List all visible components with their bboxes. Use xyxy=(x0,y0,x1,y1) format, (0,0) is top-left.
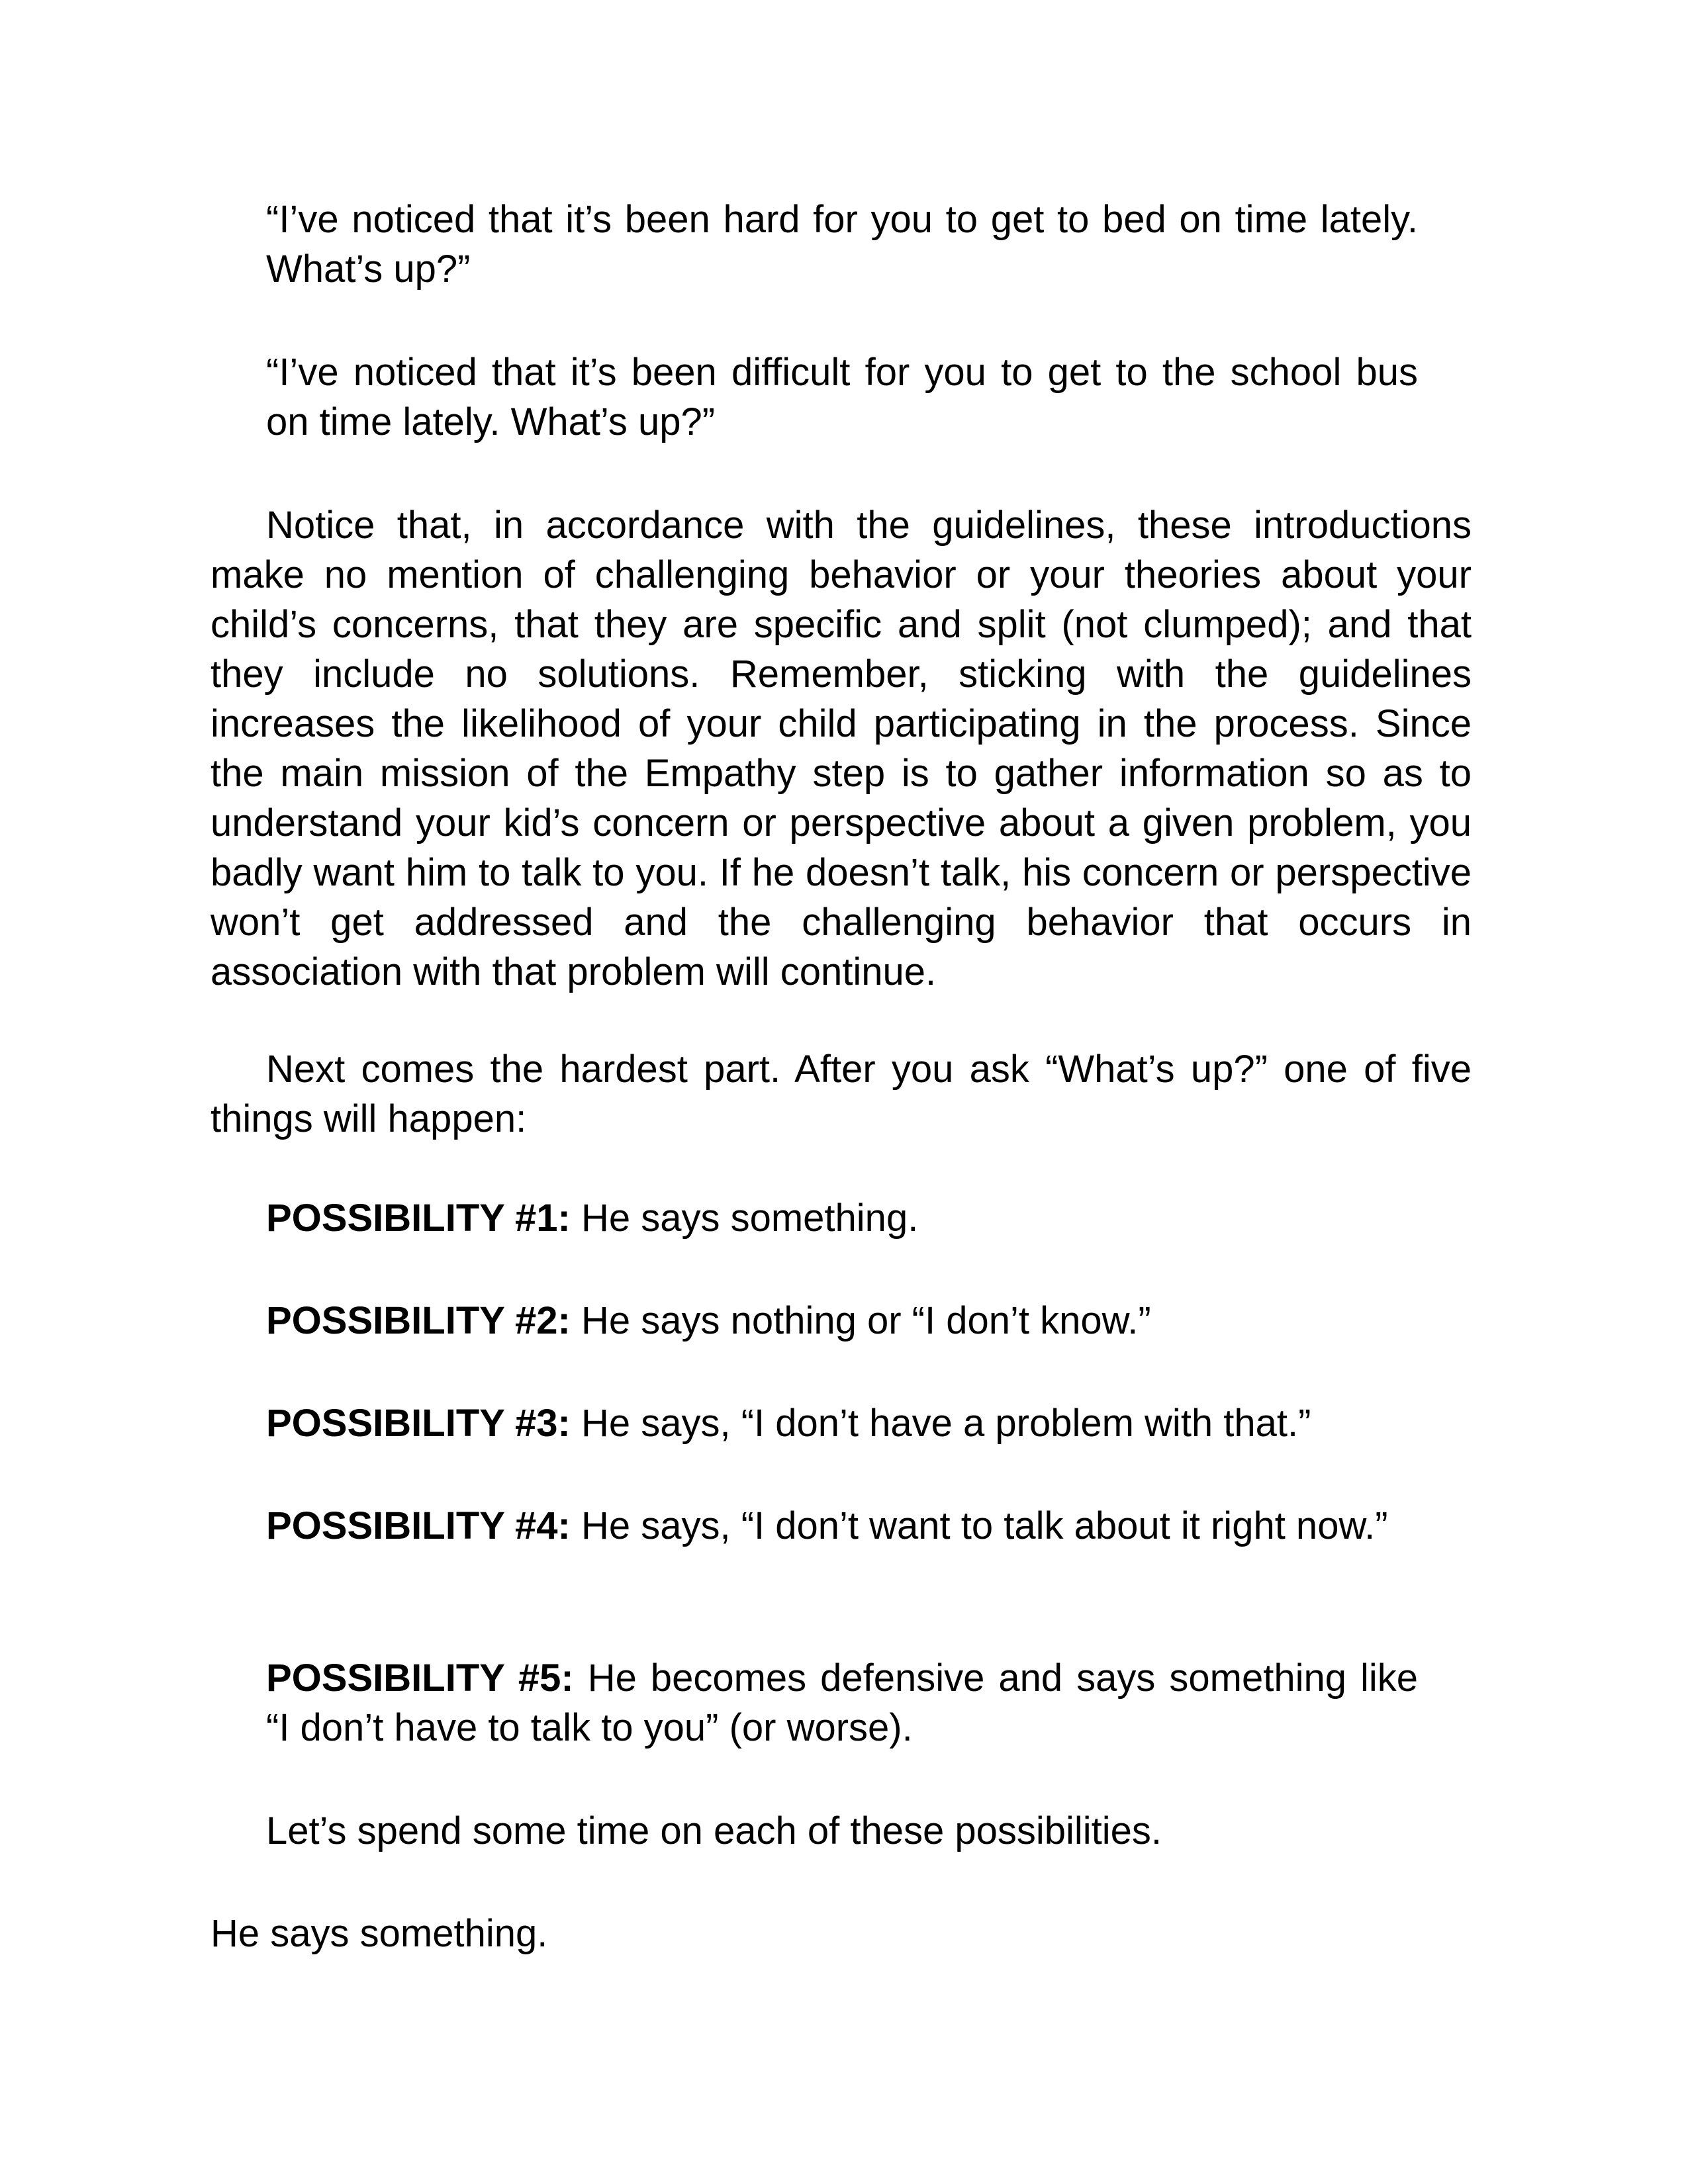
possibility-item-5 xyxy=(266,1653,1418,1752)
example-quote-school-bus: “I’ve noticed that it’s been difficult for you to get to the school bus on time lately. What’s up?” xyxy=(266,351,1418,443)
example-quote-bedtime: “I’ve noticed that it’s been hard for you to get to bed on time lately. What’s up?” xyxy=(266,198,1418,291)
possibility-item-1 xyxy=(266,1193,1418,1243)
possibility-text: He says nothing or “I don’t know.” xyxy=(581,1299,1151,1342)
possibility-item-3 xyxy=(266,1398,1418,1448)
possibility-text: He says, “I don’t want to talk about it right now.” xyxy=(581,1504,1388,1547)
possibility-label: POSSIBILITY #1: xyxy=(266,1197,571,1240)
body-paragraph-guidelines: Notice that, in accordance with the guidelines, these introductions make no mention of challenging behavior or your theories about your child’s concerns, that they are specific and split (not clumped); and that they include no solutions. Remember, sticking with the guidelines increases the likelihood of your child participating in the process. Since the main mission of the Empathy step is to gather information so as to understand your kid’s concern or perspective about a given problem, you badly want him to talk to you. If he doesn’t talk, his concern or perspective won’t get addressed and the challenging behavior that occurs in association with that problem will continue. xyxy=(211,504,1472,993)
closing-line: Let’s spend some time on each of these possibilities. xyxy=(266,1809,1162,1852)
section-heading: He says something. xyxy=(211,1912,548,1955)
possibility-item-4 xyxy=(266,1501,1418,1551)
possibility-text: He becomes defensive and says something like “I don’t have to talk to you” (or worse). xyxy=(266,1657,1418,1749)
possibility-text: He says something. xyxy=(581,1197,919,1240)
possibility-label: POSSIBILITY #4: xyxy=(266,1504,571,1547)
possibility-label: POSSIBILITY #5: xyxy=(266,1657,574,1700)
possibility-label: POSSIBILITY #3: xyxy=(266,1402,571,1445)
possibility-item-2 xyxy=(266,1296,1418,1345)
possibility-label: POSSIBILITY #2: xyxy=(266,1299,571,1342)
possibility-text: He says, “I don’t have a problem with that.” xyxy=(581,1402,1311,1445)
body-paragraph-five-things: Next comes the hardest part. After you ask “What’s up?” one of five things will happen: xyxy=(211,1048,1472,1140)
